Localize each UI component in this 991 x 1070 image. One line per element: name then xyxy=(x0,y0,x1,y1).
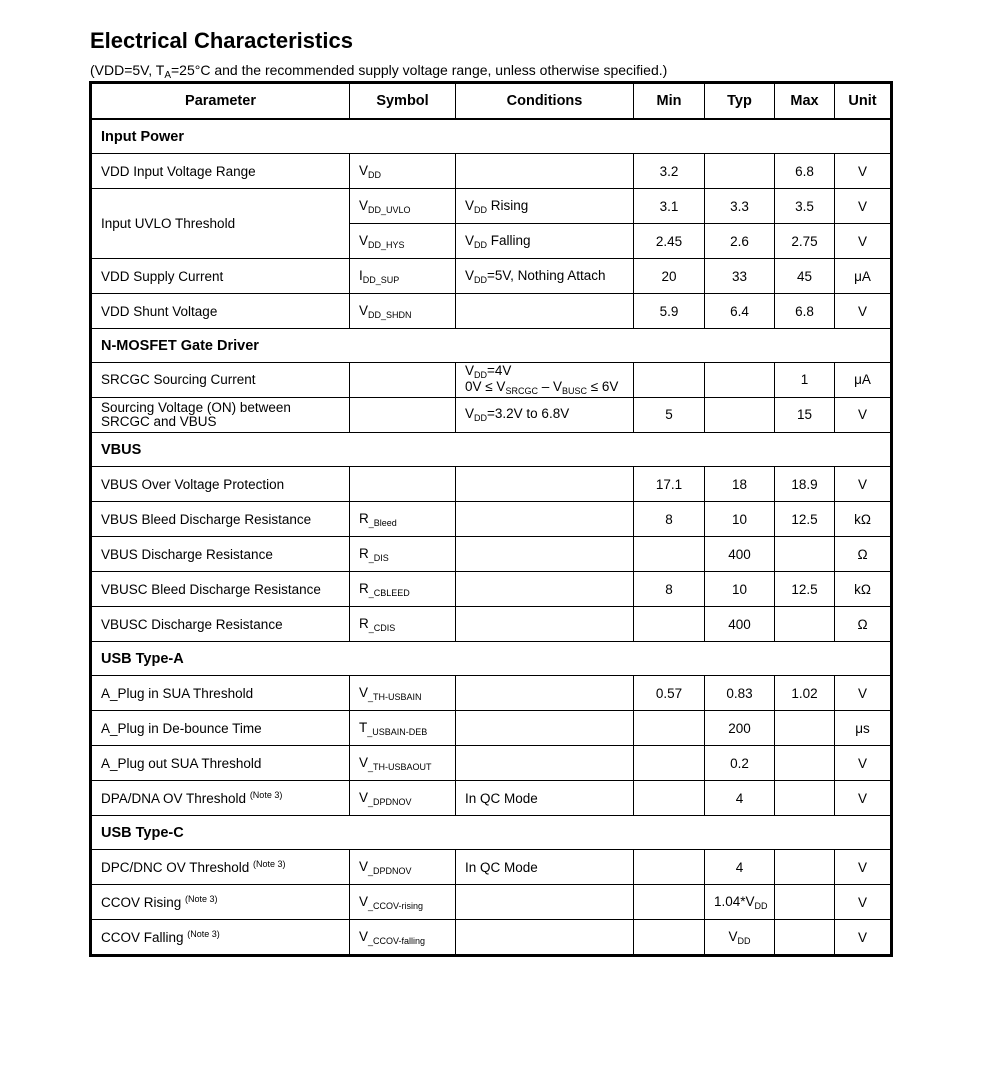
typ-cell xyxy=(705,363,775,398)
max-cell xyxy=(775,537,835,572)
param-cell: VBUS Discharge Resistance xyxy=(91,537,350,572)
max-cell xyxy=(775,920,835,956)
symbol-cell: $V_{\_TH-USBAIN}$ xyxy=(350,676,456,711)
unit-cell: μA xyxy=(835,259,892,294)
header-symbol: Symbol xyxy=(350,83,456,120)
table-row xyxy=(91,294,892,329)
max-cell: 12.5 xyxy=(775,572,835,607)
conditions-cell xyxy=(456,920,634,956)
typ-cell: 400 xyxy=(705,537,775,572)
symbol-cell: $R_{\_Bleed}$ xyxy=(350,502,456,537)
typ-cell: $V_{DD}$ xyxy=(705,920,775,956)
section-usb-type-c: USB Type-C xyxy=(91,816,892,850)
section-gate-driver: N-MOSFET Gate Driver xyxy=(91,329,892,363)
symbol-cell: $V_{\_CCOV-falling}$ xyxy=(350,920,456,956)
min-cell xyxy=(634,746,705,781)
conditions-cell: $V_{DD}$ Falling xyxy=(456,224,634,259)
param-cell: A_Plug out SUA Threshold xyxy=(91,746,350,781)
typ-cell: 6.4 xyxy=(705,294,775,329)
header-unit: Unit xyxy=(835,83,892,120)
typ-cell: 10 xyxy=(705,502,775,537)
min-cell xyxy=(634,920,705,956)
table-row xyxy=(91,398,892,433)
unit-cell: μA xyxy=(835,363,892,398)
table-row xyxy=(91,746,892,781)
max-cell xyxy=(775,885,835,920)
min-cell: 0.57 xyxy=(634,676,705,711)
param-cell: VDD Shunt Voltage xyxy=(91,294,350,329)
unit-cell: V xyxy=(835,189,892,224)
symbol-cell: $V_{DD\_SHDN}$ xyxy=(350,294,456,329)
max-cell: 12.5 xyxy=(775,502,835,537)
symbol-cell: $R_{\_CDIS}$ xyxy=(350,607,456,642)
section-row xyxy=(91,816,892,850)
header-conditions: Conditions xyxy=(456,83,634,120)
param-cell: CCOV Falling $^{(Note 3)}$ xyxy=(91,920,350,956)
typ-cell: 18 xyxy=(705,467,775,502)
table-row xyxy=(91,885,892,920)
max-cell: 18.9 xyxy=(775,467,835,502)
symbol-cell xyxy=(350,467,456,502)
max-cell: 15 xyxy=(775,398,835,433)
typ-cell: 33 xyxy=(705,259,775,294)
typ-cell: 0.2 xyxy=(705,746,775,781)
header-max: Max xyxy=(775,83,835,120)
unit-cell: kΩ xyxy=(835,502,892,537)
symbol-cell: $V_{DD\_UVLO}$ xyxy=(350,189,456,224)
unit-cell: μs xyxy=(835,711,892,746)
header-parameter: Parameter xyxy=(91,83,350,120)
typ-cell: 200 xyxy=(705,711,775,746)
min-cell: 3.2 xyxy=(634,154,705,189)
param-cell: VBUS Over Voltage Protection xyxy=(91,467,350,502)
param-cell: Input UVLO Threshold xyxy=(91,189,350,259)
conditions-cell: In QC Mode xyxy=(456,781,634,816)
max-cell: 45 xyxy=(775,259,835,294)
symbol-cell: $V_{\_DPDNOV}$ xyxy=(350,781,456,816)
conditions-cell: $V_{DD}$ Rising xyxy=(456,189,634,224)
min-cell: 8 xyxy=(634,572,705,607)
param-cell: Sourcing Voltage (ON) between SRCGC and VBUS xyxy=(91,398,350,433)
header-row xyxy=(91,83,892,120)
typ-cell: 10 xyxy=(705,572,775,607)
table-row xyxy=(91,189,892,224)
min-cell xyxy=(634,363,705,398)
max-cell: 6.8 xyxy=(775,154,835,189)
param-cell: A_Plug in De-bounce Time xyxy=(91,711,350,746)
unit-cell: V xyxy=(835,398,892,433)
unit-cell: V xyxy=(835,224,892,259)
table-row xyxy=(91,850,892,885)
unit-cell: V xyxy=(835,850,892,885)
table-row xyxy=(91,259,892,294)
min-cell xyxy=(634,781,705,816)
max-cell xyxy=(775,781,835,816)
header-typ: Typ xyxy=(705,83,775,120)
param-cell: CCOV Rising $^{(Note 3)}$ xyxy=(91,885,350,920)
section-row xyxy=(91,329,892,363)
param-cell: DPC/DNC OV Threshold $^{(Note 3)}$ xyxy=(91,850,350,885)
param-cell: VBUSC Discharge Resistance xyxy=(91,607,350,642)
table-row xyxy=(91,676,892,711)
conditions-cell xyxy=(456,676,634,711)
table-row xyxy=(91,572,892,607)
symbol-cell: $R_{\_CBLEED}$ xyxy=(350,572,456,607)
section-vbus: VBUS xyxy=(91,433,892,467)
conditions-cell: $V_{DD}=5V$, Nothing Attach xyxy=(456,259,634,294)
table-row xyxy=(91,607,892,642)
page-title: Electrical Characteristics xyxy=(90,28,353,53)
table-row xyxy=(91,781,892,816)
symbol-cell: $V_{\_DPDNOV}$ xyxy=(350,850,456,885)
unit-cell: V xyxy=(835,920,892,956)
conditions-cell xyxy=(456,294,634,329)
conditions-cell xyxy=(456,154,634,189)
unit-cell: V xyxy=(835,781,892,816)
electrical-characteristics-table xyxy=(89,81,893,957)
symbol-cell xyxy=(350,363,456,398)
typ-cell: 0.83 xyxy=(705,676,775,711)
max-cell: 6.8 xyxy=(775,294,835,329)
conditions-cell xyxy=(456,572,634,607)
table-row xyxy=(91,920,892,956)
unit-cell: Ω xyxy=(835,537,892,572)
conditions-note: (VDD=5V, $T_A=25^\circ C$ and the recommended supply voltage range, unless otherwise specified.) xyxy=(90,62,668,81)
min-cell xyxy=(634,607,705,642)
max-cell: 1 xyxy=(775,363,835,398)
max-cell: 3.5 xyxy=(775,189,835,224)
typ-cell: 3.3 xyxy=(705,189,775,224)
min-cell: 17.1 xyxy=(634,467,705,502)
min-cell xyxy=(634,850,705,885)
symbol-cell: $V_{DD\_HYS}$ xyxy=(350,224,456,259)
max-cell: 2.75 xyxy=(775,224,835,259)
typ-cell xyxy=(705,398,775,433)
section-usb-type-a: USB Type-A xyxy=(91,642,892,676)
unit-cell: V xyxy=(835,154,892,189)
header-min: Min xyxy=(634,83,705,120)
min-cell: 5.9 xyxy=(634,294,705,329)
param-cell: A_Plug in SUA Threshold xyxy=(91,676,350,711)
param-cell: VBUSC Bleed Discharge Resistance xyxy=(91,572,350,607)
symbol-cell: $R_{\_DIS}$ xyxy=(350,537,456,572)
unit-cell: Ω xyxy=(835,607,892,642)
symbol-cell: $I_{DD\_SUP}$ xyxy=(350,259,456,294)
symbol-cell: $T_{\_USBAIN-DEB}$ xyxy=(350,711,456,746)
min-cell: 3.1 xyxy=(634,189,705,224)
typ-cell: 400 xyxy=(705,607,775,642)
section-row xyxy=(91,119,892,154)
conditions-cell xyxy=(456,467,634,502)
unit-cell: kΩ xyxy=(835,572,892,607)
unit-cell: V xyxy=(835,885,892,920)
symbol-cell: $V_{\_CCOV-rising}$ xyxy=(350,885,456,920)
param-cell: DPA/DNA OV Threshold $^{(Note 3)}$ xyxy=(91,781,350,816)
min-cell xyxy=(634,711,705,746)
max-cell xyxy=(775,711,835,746)
typ-cell: $1.04*V_{DD}$ xyxy=(705,885,775,920)
param-cell: VDD Input Voltage Range xyxy=(91,154,350,189)
conditions-cell: $V_{DD}=4V$ $0V \le V_{SRCGC} - V_{BUSC} \le 6V$ xyxy=(456,363,634,398)
typ-cell xyxy=(705,154,775,189)
typ-cell: 4 xyxy=(705,781,775,816)
min-cell: 20 xyxy=(634,259,705,294)
conditions-cell xyxy=(456,537,634,572)
symbol-cell: $V_{\_TH-USBAOUT}$ xyxy=(350,746,456,781)
table-row xyxy=(91,154,892,189)
conditions-cell xyxy=(456,607,634,642)
conditions-cell: $V_{DD}=3.2V$ to 6.8V xyxy=(456,398,634,433)
param-cell: VBUS Bleed Discharge Resistance xyxy=(91,502,350,537)
typ-cell: 2.6 xyxy=(705,224,775,259)
unit-cell: V xyxy=(835,467,892,502)
section-input-power: Input Power xyxy=(91,119,892,154)
symbol-cell xyxy=(350,398,456,433)
section-row xyxy=(91,642,892,676)
table-row xyxy=(91,467,892,502)
param-cell: VDD Supply Current xyxy=(91,259,350,294)
conditions-cell xyxy=(456,711,634,746)
symbol-cell: $V_{DD}$ xyxy=(350,154,456,189)
unit-cell: V xyxy=(835,746,892,781)
min-cell: 8 xyxy=(634,502,705,537)
param-cell: SRCGC Sourcing Current xyxy=(91,363,350,398)
conditions-cell xyxy=(456,885,634,920)
conditions-cell xyxy=(456,502,634,537)
conditions-cell: In QC Mode xyxy=(456,850,634,885)
min-cell xyxy=(634,885,705,920)
table-row xyxy=(91,537,892,572)
max-cell xyxy=(775,850,835,885)
conditions-cell xyxy=(456,746,634,781)
max-cell xyxy=(775,746,835,781)
unit-cell: V xyxy=(835,676,892,711)
table-row xyxy=(91,363,892,398)
max-cell: 1.02 xyxy=(775,676,835,711)
unit-cell: V xyxy=(835,294,892,329)
typ-cell: 4 xyxy=(705,850,775,885)
max-cell xyxy=(775,607,835,642)
min-cell: 5 xyxy=(634,398,705,433)
table-row xyxy=(91,502,892,537)
min-cell xyxy=(634,537,705,572)
table-row xyxy=(91,711,892,746)
min-cell: 2.45 xyxy=(634,224,705,259)
section-row xyxy=(91,433,892,467)
